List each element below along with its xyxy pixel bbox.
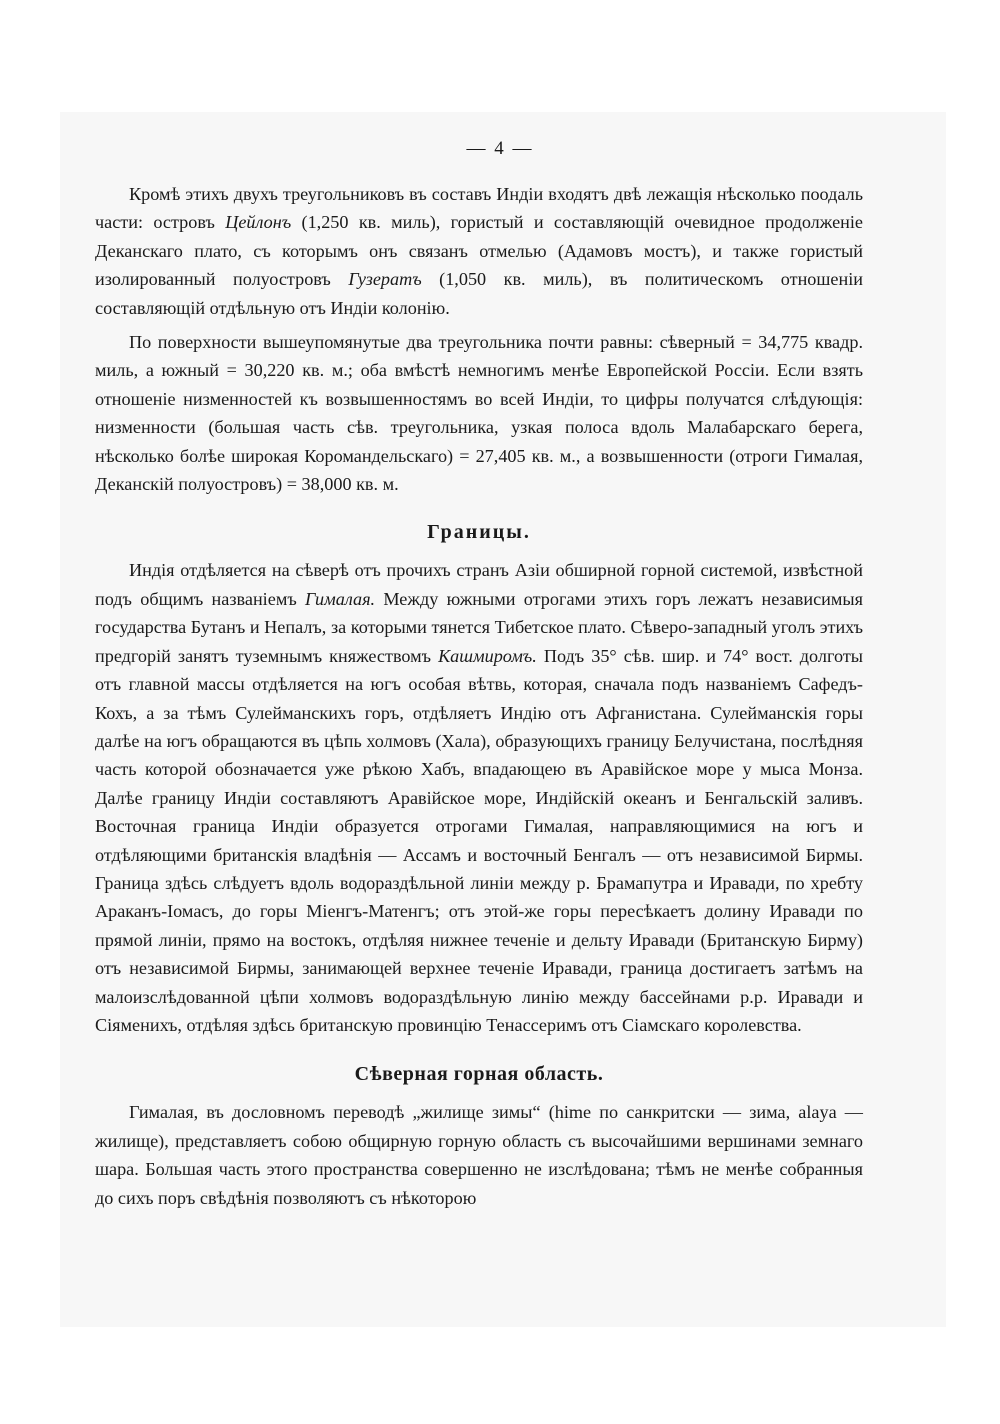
paragraph-himalaya-intro: Гималая, въ дословномъ переводѣ „жилище зимы“ (hime по санкритски — зима, alaya — жилище), представляетъ собою общирную горную область съ высочайшими вершинами земнаго шара. Большая часть этого пространства совершенно не изслѣдована; тѣмъ не менѣе собранныя до сихъ поръ свѣдѣнія позволяютъ съ нѣкоторою [95,1102,863,1208]
paragraph-areas: По поверхности вышеупомянутые два треугольника почти равны: сѣверный = 34,775 квадр. миль, а южный = 30,220 кв. м.; оба вмѣстѣ немногимъ менѣе Европейской Россіи. Если взять отношеніе низменностей къ возвышенностямъ во всей Индіи, то цифры получатся слѣдующія: низменности (большая часть сѣв. треугольника, узкая полоса вдоль Малабарскаго берега, нѣсколько болѣе широкая Коромандельскаго) = 27,405 кв. м., а возвышенности (отроги Гималая, Деканскій полуостровъ) = 38,000 кв. м. [95,332,863,495]
paragraph-text: Индія отдѣляется на сѣверѣ отъ прочихъ странъ Азіи обширной горной системой, извѣстной подъ общимъ названіемъ [95,560,863,609]
heading-northern-mountain-region: Сѣверная горная область. [354,1063,604,1086]
term-guzerat: Гузератъ [348,269,422,290]
heading-borders: Границы. [427,521,531,544]
paragraph-text: Кромѣ этихъ двухъ треугольниковъ въ составъ Индіи входятъ двѣ лежащія нѣсколько поодаль части: островъ [95,184,863,233]
paragraph-text: (1,250 кв. миль), гористый и составляющій очевидное продолженіе Деканскаго плато, съ которымъ онъ связанъ отмелью (Адамовъ мостъ), и также гористый изолированный полуостровъ [95,212,864,290]
page-number: — 4 — [466,138,534,159]
paragraph-ceylon-guzerat [95,180,863,322]
term-ceylon: Цейлонъ [225,212,292,233]
paragraph-text: (1,050 кв. миль), въ политическомъ отношеніи составляющій отдѣльную отъ Индіи колонію. [95,269,863,318]
paragraph-text: Подъ 35° сѣв. шир. и 74° вост. долготы отъ главной массы отдѣляется на югъ особая вѣтвь, которая, сначала подъ названіемъ Сафедъ-Кохъ, а за тѣмъ Сулейманскихъ горъ, отдѣляетъ Индію отъ Афганистана. Сулейманскія горы далѣе на югъ обращаются въ цѣпь холмовъ (Хала), образующихъ границу Белучистана, послѣдняя часть которой обозначается уже рѣкою Хабъ, впадающею въ Аравійское море у мыса Монза. Далѣе границу Индіи составляютъ Аравійское море, Индійскій океанъ и Бенгальскій заливъ. Восточная граница Индіи образуется отрогами Гималая, направляющимися на югъ и отдѣляющими британскія владѣнія — Ассамъ и восточный Бенгалъ — отъ независимой Бирмы. Граница здѣсь слѣдуетъ вдоль водораздѣльной линіи между р. Брамапутра и Иравади, по хребту Араканъ-Іомасъ, до горы Міенгъ-Матенгъ; отъ этой-же горы пересѣкаетъ долину Иравади по прямой линіи, прямо на востокъ, отдѣляя нижнее теченіе и дельту Иравади (Британскую Бирму) отъ независимой Бирмы, занимающей верхнее теченіе Иравади, граница достигаетъ затѣмъ на малоизслѣдованной цѣпи холмовъ водораздѣльную линію между бассейнами р.р. Иравади и Сіяменихъ, отдѣляя здѣсь британскую провинцію Тенассеримъ отъ Сіамскаго королевства. [95,645,863,1035]
term-himalaya: Гималая. [305,588,376,609]
paragraph-text: Между южными отрогами этихъ горъ лежатъ независимыя государства Бутанъ и Непалъ, за которыми тянется Тибетское плато. Сѣверо-западный уголъ этихъ предгорій занятъ туземнымъ княжествомъ [95,588,863,666]
term-kashmir: Кашмиромъ. [438,645,537,666]
paragraph-borders [95,556,863,1039]
page-body [95,180,863,1212]
